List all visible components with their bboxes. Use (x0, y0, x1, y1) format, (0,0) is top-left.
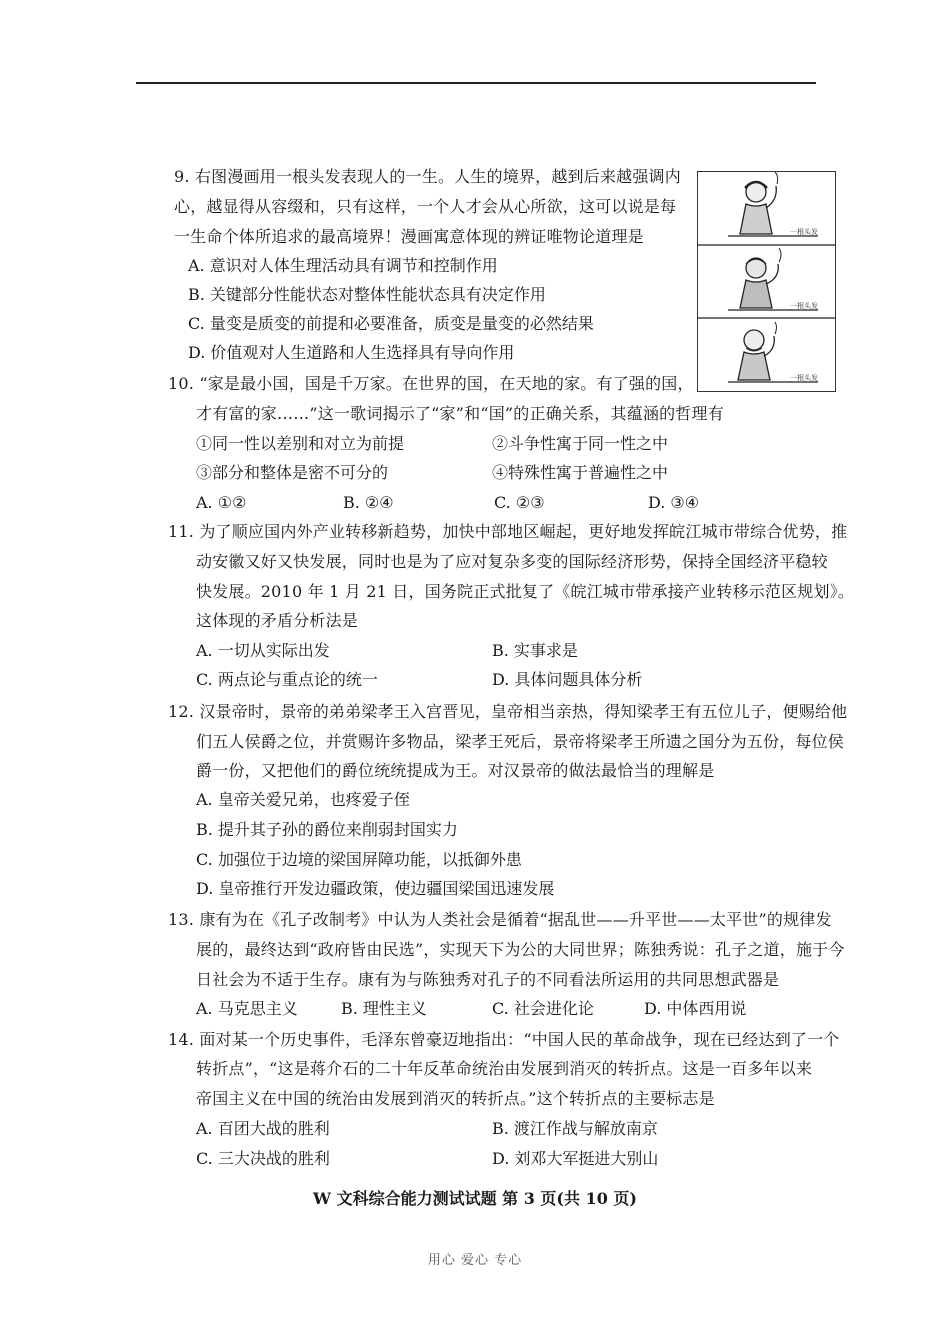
q11-stem-line: 快发展。2010 年 1 月 21 日，国务院正式批复了《皖江城市带承接产业转移示范区规划》。 (196, 582, 855, 601)
q10-item-4: ④特殊性寓于普遍性之中 (492, 463, 669, 482)
q10-option-c: C. ②③ (494, 493, 545, 512)
q11-option-c: C. 两点论与重点论的统一 (196, 670, 378, 689)
cartoon-svg (698, 172, 835, 391)
q14-option-b: B. 渡江作战与解放南京 (492, 1119, 658, 1138)
q12-option-c: C. 加强位于边境的梁国屏障功能，以抵御外患 (196, 850, 522, 869)
q9-option-c: C. 量变是质变的前提和必要准备，质变是量变的必然结果 (188, 314, 594, 333)
q14-stem-line: 转折点”，“这是蒋介石的二十年反革命统治由发展到消灭的转折点。这是一百多年以来 (196, 1059, 813, 1078)
q10-option-a: A. ①② (196, 493, 247, 512)
q14-option-c: C. 三大决战的胜利 (196, 1149, 330, 1168)
q9-option-a: A. 意识对人体生理活动具有调节和控制作用 (188, 256, 498, 275)
page-footer-title: W 文科综合能力测试试题 第 3 页(共 10 页) (313, 1189, 637, 1208)
q11-option-d: D. 具体问题具体分析 (492, 670, 643, 689)
hair-cartoon (697, 171, 836, 392)
q14-option-d: D. 刘邓大军挺进大别山 (492, 1149, 659, 1168)
q12-option-b: B. 提升其子孙的爵位来削弱封国实力 (196, 820, 458, 839)
q13-option-b: B. 理性主义 (341, 999, 427, 1018)
q12-option-a: A. 皇帝关爱兄弟，也疼爱子侄 (196, 790, 410, 809)
footer-watermark: 用心 爱心 专心 (427, 1253, 523, 1268)
q11-option-b: B. 实事求是 (492, 641, 578, 660)
q14-option-a: A. 百团大战的胜利 (196, 1119, 330, 1138)
q14-stem-line: 14. 面对某一个历史事件，毛泽东曾豪迈地指出：“中国人民的革命战争，现在已经达到了一个 (168, 1030, 840, 1049)
q11-option-a: A. 一切从实际出发 (196, 641, 330, 660)
q12-option-d: D. 皇帝推行开发边疆政策，使边疆国梁国迅速发展 (196, 879, 555, 898)
q12-stem-line: 12. 汉景帝时，景帝的弟弟梁孝王入宫晋见，皇帝相当亲热，得知梁孝王有五位儿子，便赐给他 (168, 702, 848, 721)
q12-stem-line: 们五人侯爵之位，并赏赐许多物品，梁孝王死后，景帝将梁孝王所遗之国分为五份，每位侯 (196, 732, 845, 751)
q10-option-b: B. ②④ (343, 493, 394, 512)
q13-stem-line: 13. 康有为在《孔子改制考》中认为人类社会是循着“据乱世——升平世——太平世”的规律发 (168, 910, 832, 929)
q14-stem-line: 帝国主义在中国的统治由发展到消灭的转折点。”这个转折点的主要标志是 (196, 1089, 715, 1108)
q9-stem-line: 一生命个体所追求的最高境界！漫画寓意体现的辨证唯物论道理是 (174, 227, 644, 246)
q10-stem-line: 10. “家是最小国，国是千万家。在世界的国，在天地的家。有了强的国， (168, 374, 694, 393)
q9-stem-line: 9. 右图漫画用一根头发表现人的一生。人生的境界，越到后来越强调内 (174, 167, 681, 186)
q11-stem-line: 这体现的矛盾分析法是 (196, 611, 359, 630)
q13-option-c: C. 社会进化论 (492, 999, 594, 1018)
q12-stem-line: 爵一份，又把他们的爵位统统提成为王。对汉景帝的做法最恰当的理解是 (196, 761, 715, 780)
panel-2-label: 一根头发 (790, 302, 818, 310)
q10-option-d: D. ③④ (648, 493, 700, 512)
q11-stem-line: 11. 为了顺应国内外产业转移新趋势，加快中部地区崛起，更好地发挥皖江城市带综合优势，推 (168, 522, 848, 541)
q13-stem-line: 日社会为不适于生存。康有为与陈独秀对孔子的不同看法所运用的共同思想武器是 (196, 970, 780, 989)
panel-1-label: 一根头发 (790, 228, 818, 236)
panel-3-label: 一根头发 (790, 374, 818, 382)
q9-option-d: D. 价值观对人生道路和人生选择具有导向作用 (188, 343, 515, 362)
q13-option-d: D. 中体西用说 (644, 999, 747, 1018)
q10-item-2: ②斗争性寓于同一性之中 (492, 434, 669, 453)
q13-option-a: A. 马克思主义 (196, 999, 298, 1018)
header-rule (136, 82, 816, 84)
q9-option-b: B. 关键部分性能状态对整体性能状态具有决定作用 (188, 285, 546, 304)
q11-stem-line: 动安徽又好又快发展，同时也是为了应对复杂多变的国际经济形势，保持全国经济平稳较 (196, 552, 828, 571)
q10-stem-line: 才有富的家……”这一歌词揭示了“家”和“国”的正确关系，其蕴涵的哲理有 (196, 404, 724, 423)
q9-stem-line: 心，越显得从容缀和，只有这样，一个人才会从心所欲，这可以说是每 (174, 197, 677, 216)
q10-item-3: ③部分和整体是密不可分的 (196, 463, 389, 482)
q13-stem-line: 展的，最终达到“政府皆由民选”，实现天下为公的大同世界；陈独秀说：孔子之道，施于今 (196, 940, 845, 959)
q10-item-1: ①同一性以差别和对立为前提 (196, 434, 405, 453)
